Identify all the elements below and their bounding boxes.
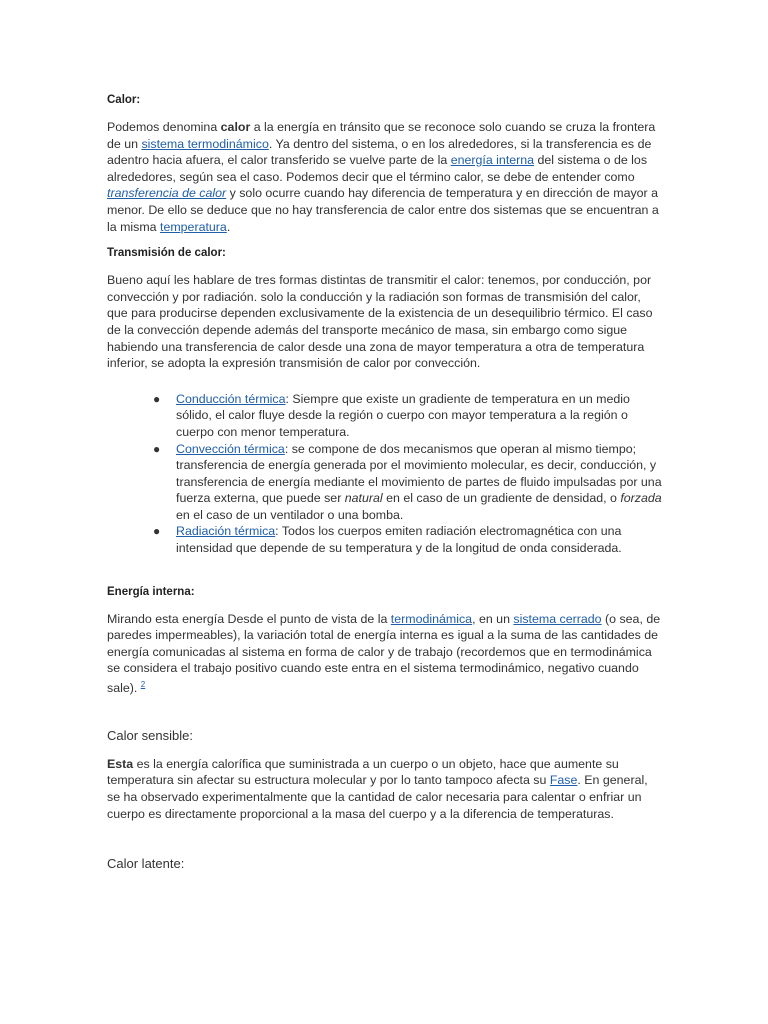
transmission-list [107, 391, 663, 557]
text-span: : Todos los cuerpos emiten radiación electromagnética con una intensidad que depende de su temperatura y de la longitud de onda considerada. [176, 524, 622, 556]
term-natural: natural [344, 491, 383, 506]
heading-calor: Calor: [107, 94, 141, 106]
text-span: (o sea, de paredes impermeables), la variación total de energía interna es igual a la suma de las cantidades de energía comunicadas al sistema en forma de calor y de trabajo (recordemos que en termodinámica se considera el trabajo positivo cuando este entra en el sistema termodinámico, negativo cuando sale). [107, 611, 661, 696]
link-sistema-cerrado[interactable]: sistema cerrado [513, 611, 602, 626]
text-span: a la energía en tránsito que se reconoce solo cuando se cruza la frontera de un [107, 120, 656, 151]
heading-calor-latente: Calor latente: [107, 856, 185, 872]
text-span: del sistema o de los alrededores, según sea el caso. Podemos decir que el término calor, se debe de entender como [107, 153, 648, 184]
link-conveccion-termica[interactable]: Convección térmica [176, 441, 285, 456]
text-span: en el caso de un ventilador o una bomba. [176, 507, 404, 522]
bullet-icon: ● [153, 391, 161, 406]
term-forzada: forzada [620, 491, 662, 506]
paragraph-calor [107, 119, 663, 235]
link-radiacion-termica[interactable]: Radiación térmica [176, 524, 276, 539]
paragraph-energia-interna [107, 611, 663, 697]
text-span: . Ya dentro del sistema, o en los alrededores, si la transferencia es de adentro hacia afuera, el calor transferido se vuelve parte de la [107, 136, 652, 168]
link-termodinamica[interactable]: termodinámica [390, 611, 473, 626]
text-span: . En general, se ha observado experimentalmente que la cantidad de calor necesaria para calentar o enfriar un cuerpo es directamente proporcional a la masa del cuerpo y a la diferencia de temperaturas. [107, 773, 648, 821]
text-span: Podemos denomina [107, 120, 221, 134]
link-energia-interna[interactable]: energía interna [450, 153, 535, 168]
paragraph-transmision: Bueno aquí les hablare de tres formas distintas de transmitir el calor: tenemos, por conducción, por convección y por radiación. solo la conducción y la radiación son formas de transmisión del calor, que para producirse dependen exclusivamente de la existencia de un desequilibrio térmico. El caso de la convección depende además del transporte mecánico de masa, sin embargo como sigue habiendo una transferencia de calor desde una zona de mayor temperatura a otra de temperatura inferior, se adopta la expresión transmisión de calor por convección. [107, 273, 653, 371]
bullet-icon: ● [153, 441, 161, 456]
text-span: y solo ocurre cuando hay diferencia de temperatura y en dirección de mayor a menor. De ello se deduce que no hay transferencia de calor entre dos sistemas que se encuentran a la misma [107, 186, 659, 234]
list-item-conduccion [153, 391, 663, 441]
text-span: : Siempre que existe un gradiente de temperatura en un medio sólido, el calor fluye desde la región o cuerpo con mayor temperatura a la región o cuerpo con menor temperatura. [176, 391, 630, 439]
footnote-link[interactable]: 2 [140, 680, 146, 690]
heading-transmision: Transmisión de calor: [107, 247, 226, 260]
document-page [107, 94, 663, 871]
text-span: , en un [472, 611, 514, 626]
bullet-icon: ● [153, 524, 161, 539]
list-item-conveccion [153, 441, 663, 524]
text-span: . [226, 219, 231, 234]
term-calor: calor [220, 120, 251, 134]
term-esta: Esta [107, 756, 134, 771]
link-sistema-termodinamico[interactable]: sistema termodinámico [141, 136, 269, 151]
text-span: : se compone de dos mecanismos que operan al mismo tiempo; transferencia de energía generada por el movimiento molecular, es decir, conducción, y transferencia de energía mediante el movimiento de partes de fluido impulsadas por una fuerza externa, que puede ser [176, 441, 662, 506]
link-temperatura[interactable]: temperatura [160, 219, 227, 234]
heading-energia-interna: Energía interna: [107, 585, 195, 598]
text-span: Mirando esta energía Desde el punto de vista de la [107, 611, 391, 626]
heading-calor-sensible: Calor sensible: [107, 727, 193, 743]
list-item-radiacion [153, 523, 663, 556]
paragraph-calor-sensible [107, 756, 663, 822]
text-span: en el caso de un gradiente de densidad, o [382, 491, 621, 506]
text-span: es la energía calorífica que suministrada a un cuerpo o un objeto, hace que aumente su temperatura sin afectar su estructura molecular y por lo tanto tampoco afecta su [107, 756, 619, 788]
link-transferencia-de-calor[interactable]: transferencia de calor [107, 186, 227, 201]
link-conduccion-termica[interactable]: Conducción térmica [176, 391, 286, 406]
link-fase[interactable]: Fase [549, 773, 578, 788]
